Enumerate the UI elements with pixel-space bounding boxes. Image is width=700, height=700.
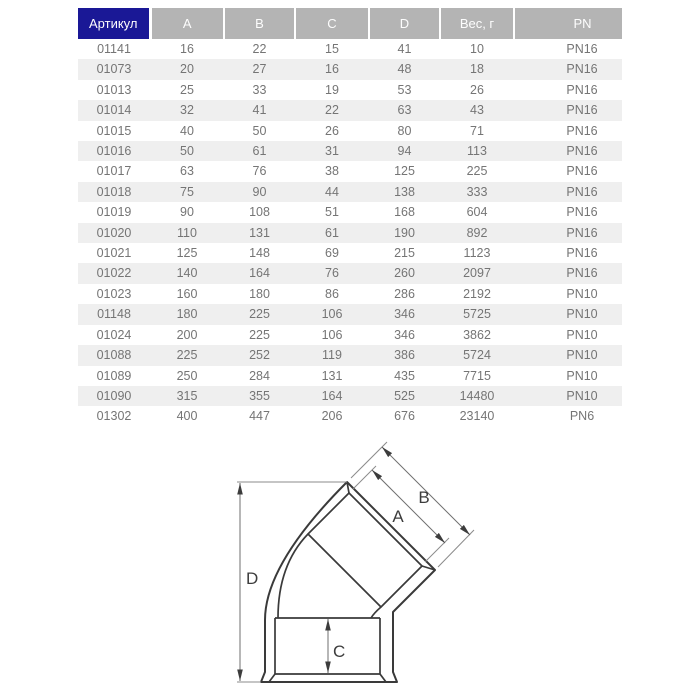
table-cell: PN16 [566,103,598,118]
table-cell: 50 [180,144,194,159]
table-cell: 108 [249,205,270,220]
table-cell: 63 [180,164,194,179]
fitting-outline [261,482,435,682]
table-cell: 01088 [96,348,132,363]
table-cell: PN16 [566,205,598,220]
table-cell: PN16 [566,225,598,240]
table-cell: 01013 [96,82,132,97]
table-cell: 01089 [96,368,132,383]
table-cell: 160 [176,286,198,301]
table-cell: 01302 [96,409,132,424]
table-cell: 01073 [96,62,132,77]
table-cell: 41 [397,42,412,56]
column-header: D [369,8,440,39]
table-cell: 200 [176,327,198,342]
table-cell: 14480 [459,388,495,403]
table-cell: 90 [180,205,194,220]
table-cell: 5724 [463,348,491,363]
table-cell: 01021 [96,246,132,261]
dimension-A [353,466,449,562]
table-cell: 215 [394,246,415,261]
table-cell: 355 [249,388,270,403]
table-cell: PN16 [566,42,598,56]
table-cell: 168 [394,205,415,220]
table-cell: PN16 [566,82,598,97]
dim-label-a: A [392,507,404,526]
table-cell: 148 [249,246,270,261]
table-cell: PN16 [566,246,598,261]
table-cell: PN10 [566,368,598,383]
table-cell: 315 [176,388,198,403]
table-cell: 250 [176,368,198,383]
dim-label-d: D [246,569,259,588]
column-header: B [224,8,295,39]
column-header: Вес, г [440,8,514,39]
table-cell: 32 [180,103,194,118]
table-cell: 75 [180,184,194,199]
table-cell: 22 [325,103,339,118]
table-cell: PN10 [566,286,598,301]
table-cell: 106 [321,307,343,322]
table-cell: 2192 [463,286,491,301]
table-cell: 676 [394,409,415,424]
column-header: A [150,8,224,39]
column-header-article: Артикул [78,8,150,39]
table-cell: 131 [249,225,270,240]
table-cell: 01148 [97,307,131,322]
table-cell: PN16 [566,164,598,179]
table-cell: 40 [180,123,194,138]
table-cell: 125 [394,164,415,179]
table-cell: 206 [321,409,343,424]
table-cell: 346 [394,307,415,322]
table-cell: 33 [252,82,267,97]
table-cell: 892 [466,225,488,240]
table-cell: 94 [397,144,412,159]
elbow-fitting-drawing [261,482,435,682]
table-cell: PN16 [566,123,598,138]
table-cell: 01022 [96,266,132,281]
bend-inner-curve-right [371,607,381,618]
dim-B-extension-2 [438,530,474,567]
table-cell: 51 [325,205,339,220]
table-cell: 119 [322,348,342,363]
table-cell: 180 [249,286,270,301]
table-cell: PN16 [566,144,598,159]
upper-socket-bore [308,493,422,607]
table-cell: 284 [249,368,270,383]
table-cell: 86 [325,286,339,301]
table-cell: 26 [470,82,484,97]
table-cell: PN16 [566,184,598,199]
table-cell: 01016 [96,144,132,159]
table-cell: PN16 [566,266,598,281]
table-cell: 386 [394,348,415,363]
table-cell: 286 [394,286,415,301]
table-cell: 252 [249,348,270,363]
table-cell: 71 [470,123,484,138]
table-cell: 43 [470,103,484,118]
table-cell: PN10 [566,388,598,403]
table-cell: 90 [252,184,267,199]
table-cell: 01024 [96,327,132,342]
table-cell: 53 [397,82,412,97]
table-cell: 16 [180,42,194,56]
table-cell: 604 [466,205,488,220]
table-cell: 110 [177,225,197,240]
table-cell: 5725 [463,307,491,322]
table-cell: 140 [176,266,198,281]
table-cell: 01090 [96,388,132,403]
table-cell: 01018 [96,184,132,199]
table-cell: 138 [394,184,415,199]
table-cell: 18 [470,62,484,77]
table-cell: 20 [180,62,194,77]
table-cell: 1123 [463,246,491,261]
table-cell: 22 [252,42,267,56]
table-cell: 435 [394,368,415,383]
table-cell: 225 [249,307,270,322]
table-cell: 225 [176,348,198,363]
table-cell: 2097 [463,266,491,281]
table-cell: 48 [397,62,412,77]
table-cell: 01015 [96,123,132,138]
table-cell: 27 [252,62,267,77]
table-cell: 69 [325,246,339,261]
table-cell: PN16 [566,62,598,77]
table-cell: 10 [470,42,484,56]
table-cell: 7715 [463,368,491,383]
table-cell: 23140 [459,409,495,424]
table-cell: 80 [397,123,412,138]
table-cell: 01019 [96,205,132,220]
table-cell: 400 [176,409,198,424]
table-cell: 38 [325,164,339,179]
table-cell: 164 [249,266,270,281]
table-cell: 125 [176,246,198,261]
table-cell: 76 [252,164,267,179]
column-header: PN [514,8,622,39]
table-cell: 76 [325,266,339,281]
column-header: C [295,8,369,39]
table-cell: 15 [325,42,339,56]
table-cell: 44 [325,184,339,199]
table-cell: 01141 [97,42,131,56]
dim-label-b: B [418,488,430,507]
table-cell: PN6 [569,409,595,424]
table-cell: 01017 [96,164,132,179]
mouth-chamfers [269,674,386,682]
table-cell: 225 [466,164,488,179]
table-cell: 113 [467,144,487,159]
table-cell: 25 [180,82,194,97]
dim-A-extension-1 [353,466,376,489]
table-cell: 225 [249,327,270,342]
dim-A-line [372,470,445,543]
table-cell: 525 [394,388,415,403]
table-cell: 3862 [463,327,491,342]
table-cell: PN10 [566,307,598,322]
table-cell: 01020 [96,225,132,240]
table-cell: 164 [321,388,343,403]
table-cell: 190 [394,225,415,240]
table-cell: 61 [252,144,267,159]
table-cell: 41 [252,103,267,118]
dimension-C [328,619,345,673]
table-cell: 106 [321,327,343,342]
table-cell: 01014 [96,103,132,118]
table-cell: 260 [394,266,415,281]
table-cell: PN10 [566,327,598,342]
table-cell: 26 [325,123,339,138]
dim-A-extension-2 [425,538,449,562]
table-cell: 50 [252,123,267,138]
table-cell: 131 [321,368,343,383]
table-cell: PN10 [566,348,598,363]
table-cell: 19 [325,82,339,97]
table-cell: 447 [249,409,270,424]
table-cell: 16 [325,62,339,77]
table-cell: 01023 [96,286,132,301]
table-cell: 180 [176,307,198,322]
table-cell: 31 [325,144,339,159]
table-cell: 61 [325,225,339,240]
table-cell: 333 [466,184,488,199]
table-cell: 346 [394,327,415,342]
dim-label-c: C [333,642,346,661]
table-cell: 63 [397,103,412,118]
